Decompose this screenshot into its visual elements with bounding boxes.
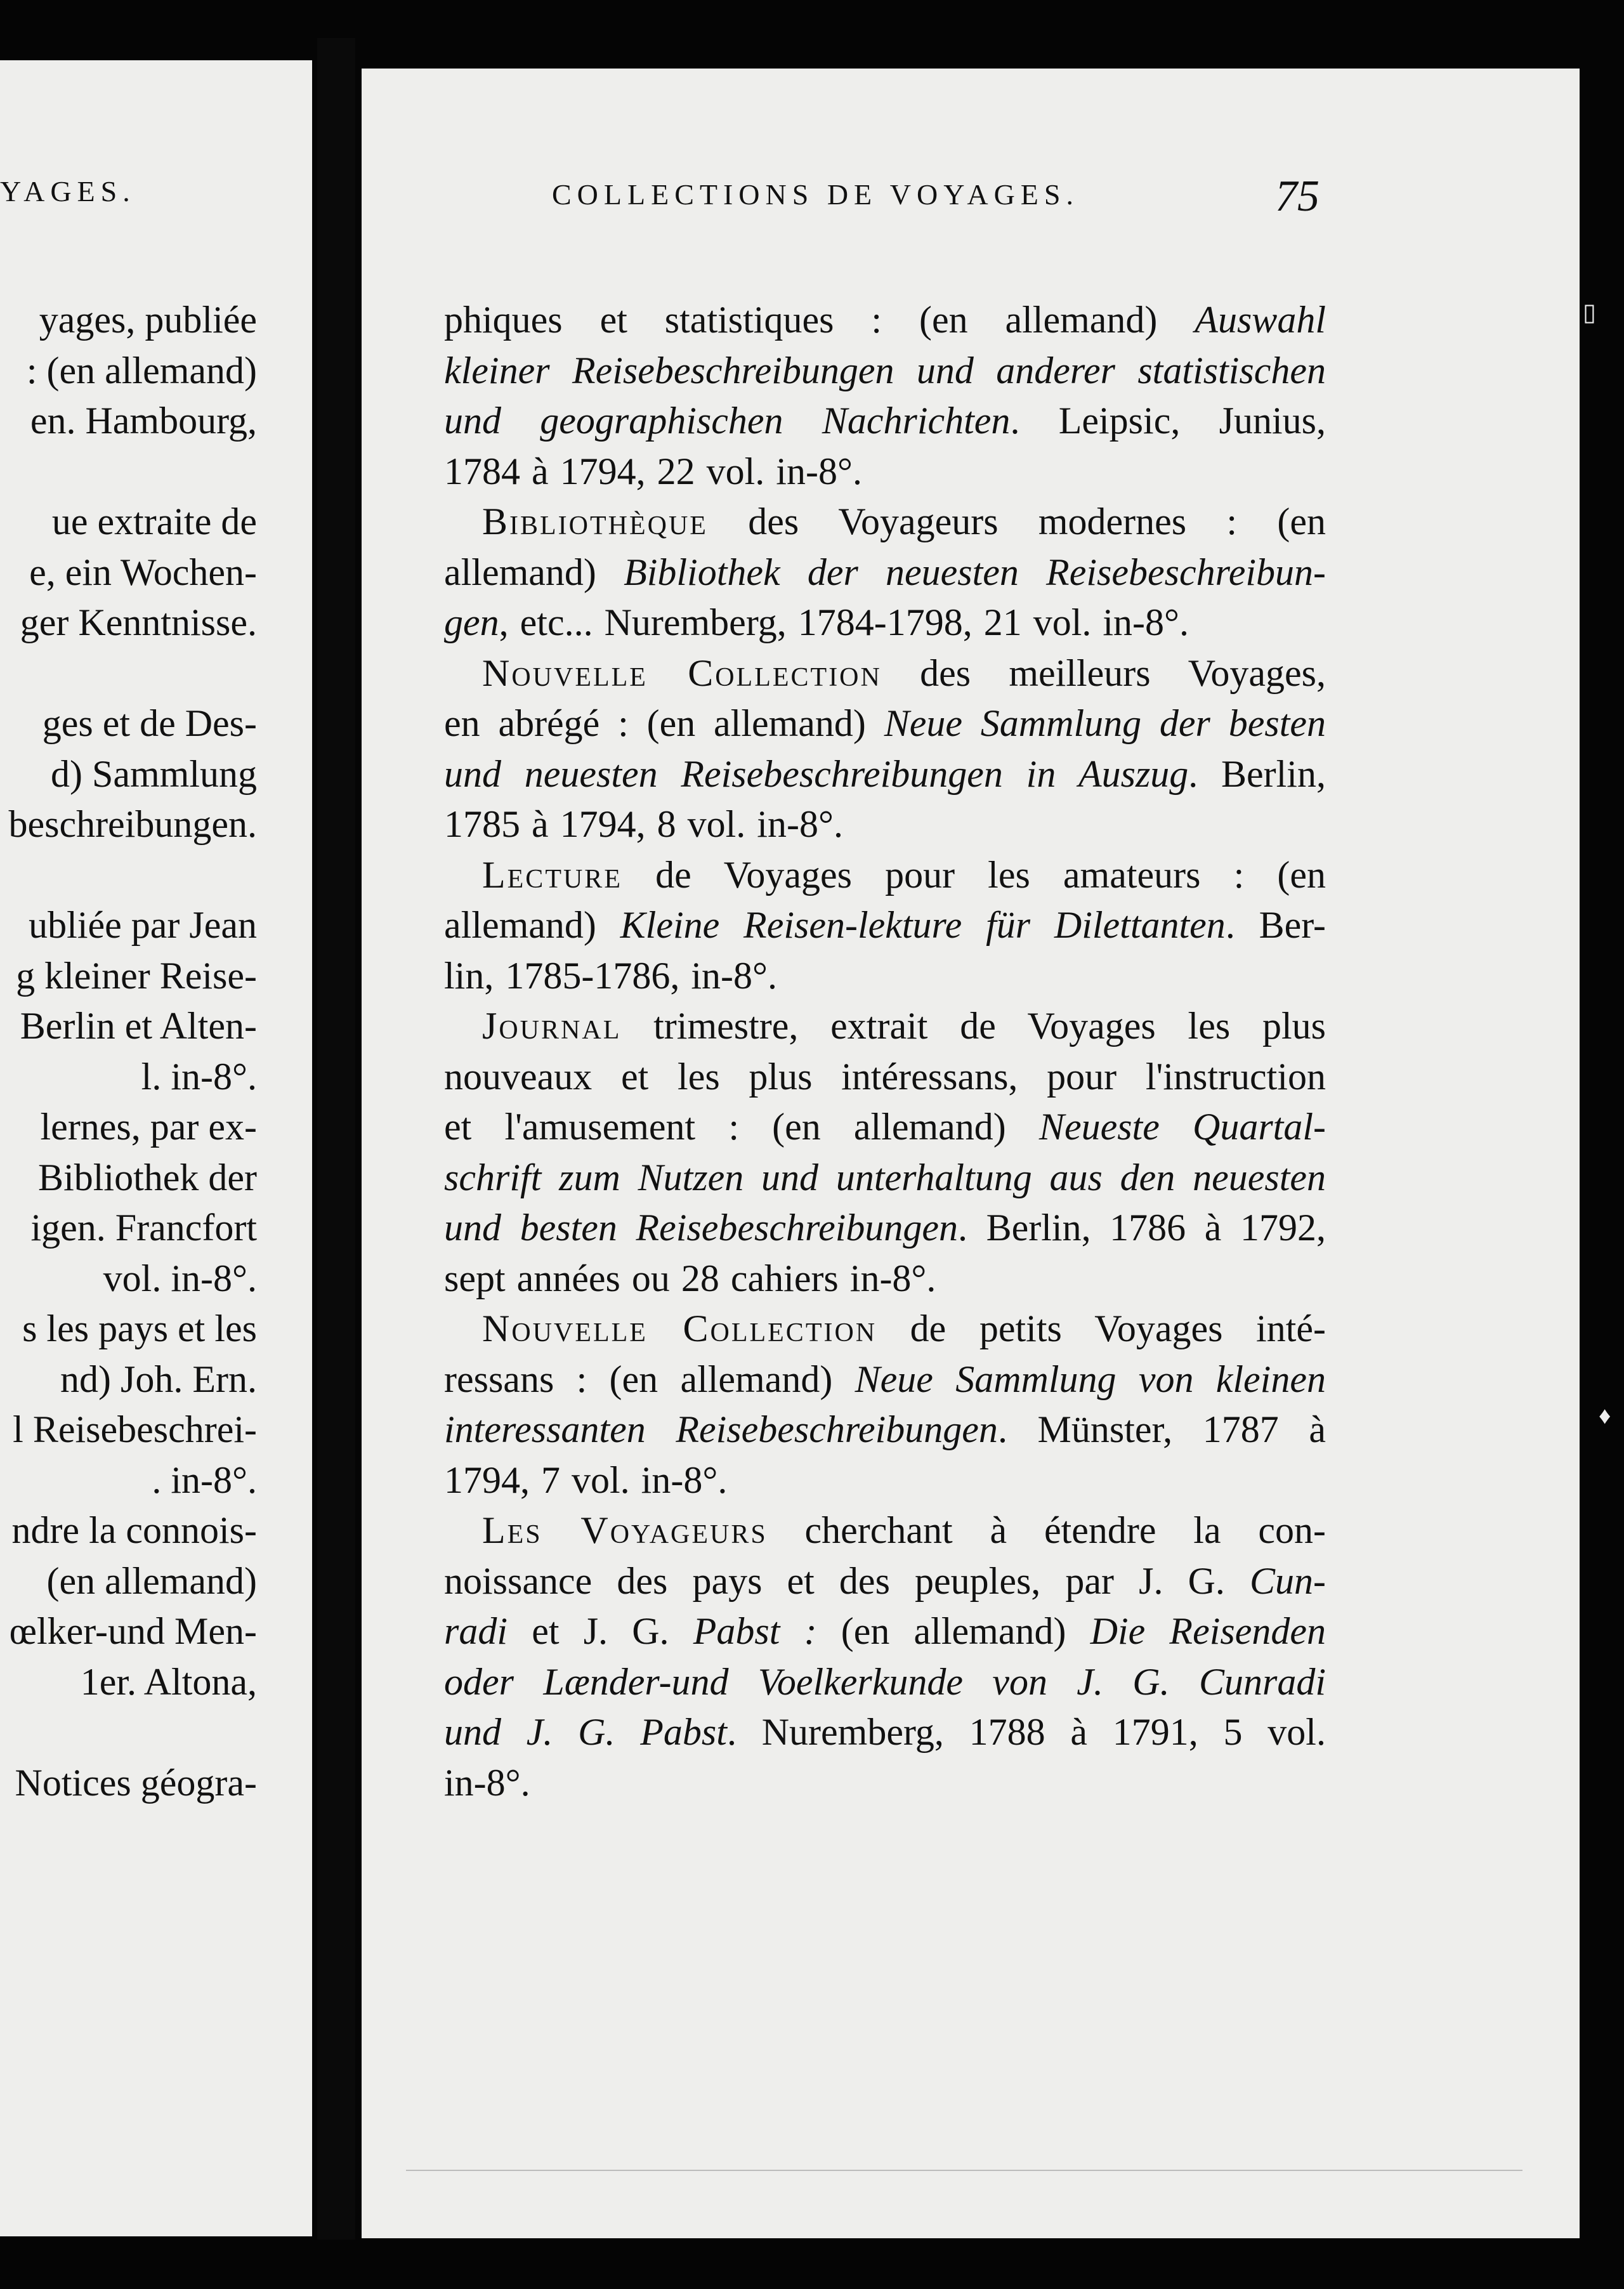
left-text-line: ue extraite de (51, 501, 257, 542)
italic-title: Neue Sammlung der besten (884, 702, 1326, 744)
text-run: ressans : (en allemand) (444, 1358, 855, 1400)
text-run: allemand) (444, 904, 620, 946)
left-text-line: vol. in-8°. (103, 1257, 257, 1299)
italic-title: Bibliothek der neuesten Reisebeschreibun- (624, 551, 1326, 593)
text-line (444, 900, 1326, 951)
left-text-line (0, 850, 257, 901)
text-line (444, 1153, 1326, 1204)
text-run: des Voyageurs modernes : (en (707, 501, 1326, 542)
text-line (444, 1657, 1326, 1708)
text-run: phiques et statistiques : (en allemand) (444, 299, 1195, 341)
text-run: noissance des pays et des peuples, par J. G. (444, 1559, 1250, 1602)
left-text-line: lernes, par ex- (40, 1106, 257, 1148)
text-line (444, 699, 1326, 749)
left-text-line: ndre la connois- (11, 1509, 257, 1551)
italic-title: und besten Reisebeschreibungen (444, 1207, 959, 1249)
running-head (552, 178, 1218, 211)
text-run: sept années ou 28 cahiers in-8°. (444, 1257, 936, 1299)
text-line (444, 497, 1326, 548)
text-line (444, 1505, 1326, 1556)
text-line (444, 1001, 1326, 1052)
left-text-line: e, ein Wochen- (29, 551, 257, 593)
text-run: de petits Voyages inté- (877, 1308, 1326, 1349)
text-line (444, 951, 1326, 1002)
text-line (444, 598, 1326, 648)
left-text-line (0, 447, 257, 497)
text-run: , etc... Nuremberg, 1784-1798, 21 vol. in-8°. (499, 601, 1189, 643)
text-line (444, 749, 1326, 800)
text-run: lin, 1785-1786, in-8°. (444, 954, 777, 997)
text-run: des meilleurs Voyages, (881, 652, 1326, 694)
text-run: in-8°. (444, 1761, 530, 1804)
text-run: (en allemand) (816, 1610, 1090, 1652)
italic-title: und neuesten Reisebeschreibungen in Auszug (444, 752, 1189, 795)
text-line (444, 1556, 1326, 1607)
text-line (444, 799, 1326, 850)
text-run: allemand) (444, 551, 624, 593)
left-text-line: beschreibungen. (8, 803, 257, 845)
italic-title: und J. G. Pabst (444, 1711, 727, 1753)
left-text-line: d) Sammlung (51, 752, 257, 795)
italic-title: Pabst : (693, 1610, 817, 1652)
left-text-line: : (en allemand) (26, 349, 257, 391)
page-body (444, 295, 1326, 1808)
entry-title: Nouvelle Collection (482, 1308, 877, 1349)
italic-title: Neueste Quartal- (1038, 1106, 1326, 1148)
text-run: . Ber- (1225, 904, 1326, 946)
left-text-line: Notices géogra- (15, 1761, 257, 1804)
left-text-line (0, 648, 257, 699)
italic-title: schrift zum Nutzen und unterhaltung aus den neuesten (444, 1156, 1326, 1198)
text-line (444, 1405, 1326, 1455)
italic-title: Auswahl (1195, 299, 1326, 341)
italic-title: oder Lænder-und Voelkerkunde von J. G. Cunradi (444, 1660, 1326, 1703)
left-text-line: yages, publiée (39, 299, 257, 341)
text-line (444, 850, 1326, 901)
text-run: nouveaux et les plus intéressans, pour l'instruction (444, 1055, 1326, 1098)
text-run: trimestre, extrait de Voyages les plus (621, 1005, 1326, 1047)
text-line (444, 1102, 1326, 1153)
text-run: de Voyages pour les amateurs : (en (622, 853, 1326, 896)
text-line (444, 1606, 1326, 1657)
text-line (444, 295, 1326, 346)
italic-title: interessanten Reisebeschreibungen (444, 1408, 998, 1450)
left-text-line: l Reisebeschrei- (13, 1408, 257, 1450)
left-running-head: YAGES. (0, 175, 136, 207)
text-run: . Berlin, 1786 à 1792, (958, 1207, 1326, 1249)
left-text-line: œlker-und Men- (9, 1610, 257, 1652)
text-run: en abrégé : (en allemand) (444, 702, 884, 744)
text-line (444, 1203, 1326, 1254)
left-text-line: en. Hambourg, (30, 400, 257, 442)
text-line (444, 1707, 1326, 1758)
gutter (317, 38, 355, 2240)
running-head-text: COLLECTIONS DE VOYAGES. (552, 178, 1079, 211)
left-page-text (0, 295, 257, 1808)
text-run: 1794, 7 vol. in-8°. (444, 1459, 728, 1501)
text-run: . Berlin, (1188, 752, 1326, 795)
text-run: cherchant à étendre la con- (767, 1509, 1326, 1551)
left-text-line: Berlin et Alten- (20, 1005, 257, 1047)
left-text-line: (en allemand) (46, 1559, 257, 1602)
text-run: . Münster, 1787 à (997, 1408, 1326, 1450)
italic-title: kleiner Reisebeschreibungen und anderer statistischen (444, 349, 1326, 391)
text-line (444, 1354, 1326, 1405)
text-line (444, 1254, 1326, 1304)
text-line (444, 447, 1326, 497)
left-text-line: igen. Francfort (30, 1207, 257, 1249)
italic-title: Kleine Reisen-lekture für Dilettanten (620, 904, 1226, 946)
left-text-line: g kleiner Reise- (16, 954, 257, 997)
text-run: 1785 à 1794, 8 vol. in-8°. (444, 803, 843, 845)
italic-title: Die Reisenden (1090, 1610, 1326, 1652)
italic-title: gen (444, 601, 499, 643)
left-text-line: Bibliothek der (38, 1156, 257, 1198)
left-text-line: s les pays et les (22, 1308, 257, 1349)
entry-title: Nouvelle Collection (482, 652, 882, 694)
italic-title: radi (444, 1610, 508, 1652)
text-line (444, 1052, 1326, 1103)
left-text-line: nd) Joh. Ern. (60, 1358, 257, 1400)
entry-title: Les Voyageurs (482, 1509, 768, 1551)
italic-title: Cun- (1250, 1559, 1326, 1602)
text-run: et l'amusement : (en allemand) (444, 1106, 1039, 1148)
text-line (444, 548, 1326, 598)
bottom-edge (406, 2170, 1522, 2171)
left-text-line: ges et de Des- (42, 702, 257, 744)
entry-title: Lecture (482, 853, 622, 896)
left-text-line: l. in-8°. (141, 1055, 257, 1098)
text-line (444, 1455, 1326, 1506)
margin-mark: ▯ (1583, 299, 1596, 326)
margin-mark: ♦ (1599, 1403, 1611, 1429)
text-line (444, 396, 1326, 447)
left-text-line: . in-8°. (152, 1459, 257, 1501)
text-run: . Nuremberg, 1788 à 1791, 5 vol. (726, 1711, 1326, 1753)
left-text-line: ger Kenntnisse. (20, 601, 257, 643)
italic-title: und geographischen Nachrichten (444, 400, 1011, 442)
left-text-line: ubliée par Jean (29, 904, 257, 946)
text-line (444, 346, 1326, 397)
text-run: et J. G. (508, 1610, 693, 1652)
entry-title: Journal (482, 1005, 622, 1047)
text-run: 1784 à 1794, 22 vol. in-8°. (444, 450, 862, 492)
entry-title: Bibliothèque (482, 501, 708, 542)
text-line (444, 648, 1326, 699)
left-text-line (0, 1707, 257, 1758)
left-text-line: 1er. Altona, (80, 1660, 257, 1703)
text-line (444, 1758, 1326, 1809)
italic-title: Neue Sammlung von kleinen (855, 1358, 1326, 1400)
text-line (444, 1304, 1326, 1354)
page-number: 75 (1275, 172, 1320, 221)
text-run: . Leipsic, Junius, (1010, 400, 1326, 442)
